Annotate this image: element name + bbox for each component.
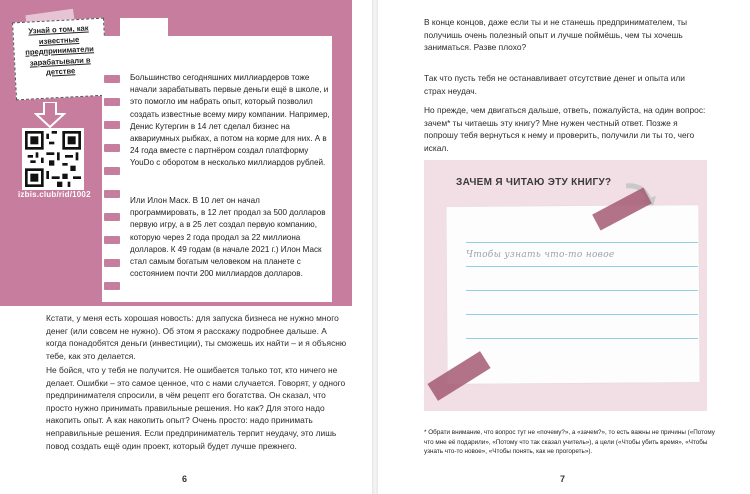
ruled-line [466, 266, 698, 267]
sticky-note-text: Узнай о том, как известные предприниматели зарабатывали в детстве [25, 23, 95, 77]
spiral-ring [104, 98, 120, 106]
spiral-ring [104, 75, 120, 83]
note-paragraph: Большинство сегодняшних миллиардеров тоже начали зарабатывать первые деньги ещё в школе, и это помогло им набрать опыт, который позволил создать известные всему миру компании. Например, Денис Кутергин в 14 лет сделал бизнес на аквариумных рыбках, а потом на корме для них. А в 24 года вместе с партнёром создал платформу YouDo с оборотом в несколько миллиардов рублей. [130, 73, 330, 168]
spiral-ring [104, 121, 120, 129]
body-paragraph: Так что пусть тебя не останавливает отсутствие денег и опыта или страх неудач. [424, 73, 685, 96]
spiral-ring [104, 144, 120, 152]
qr-link-text[interactable]: izbis.club/rid/1002 [18, 190, 91, 199]
spiral-ring [104, 190, 120, 198]
body-paragraph: Кстати, у меня есть хорошая новость: для запуска бизнеса не нужно много денег (или совсем не нужно). Об этом я расскажу подробнее дальше. А когда понадобятся деньги (инвестиции), ты сможешь их найти – и я объясню тебе, как это делается. [46, 313, 347, 361]
question-box-title: ЗАЧЕМ Я ЧИТАЮ ЭТУ КНИГУ? [456, 177, 612, 188]
body-paragraph: В конце концов, даже если ты и не станешь предпринимателем, ты получишь очень полезный опыт и лучше поймёшь, чем ты хочешь заниматься. Разве плохо? [424, 17, 687, 53]
spiral-ring [104, 282, 120, 290]
note-tab [120, 18, 168, 38]
body-paragraph: Не бойся, что у тебя не получится. Не ошибается только тот, кто ничего не делает. Ошибки – это самое ценное, что с нами случается. Говорят, у одного предпринимателя спросили, в чём рецепт его богатства. Он сказал, что просто нужно принимать правильные решения. Но как? Для этого надо накопить опыт. А как накопить опыт? Очень просто: надо принимать неправильные решения. Если предприниматель терпит неудачу, это лишь повод создать ещё один проект, который будет лучше прежнего. [46, 365, 346, 451]
qr-code-icon [25, 131, 81, 187]
body-paragraph: Но прежде, чем двигаться дальше, ответь, пожалуйста, на один вопрос: зачем* ты читаешь эту книгу? Мне нужен честный ответ. Позже я попрошу тебя вернуться к нему и проверить, получили ли ты то, чего искал. [424, 105, 706, 153]
page-number: 6 [182, 474, 188, 484]
spiral-ring [104, 259, 120, 267]
qr-code[interactable] [22, 128, 84, 190]
ruled-line [466, 338, 698, 339]
spiral-ring [104, 167, 120, 175]
arrow-down-icon [34, 102, 66, 128]
spiral-ring [104, 236, 120, 244]
answer-card [446, 205, 699, 384]
sticky-note [12, 18, 108, 101]
ruled-line [466, 314, 698, 315]
ruled-line [466, 242, 698, 243]
page-number: 7 [560, 474, 566, 484]
handwritten-answer: Чтобы узнать что-то новое [466, 250, 615, 260]
note-paragraph: Или Илон Маск. В 10 лет он начал программировать, в 12 лет продал за 500 долларов первую игру, а в 25 лет создал первую компанию, которую через 2 года продал за 22 миллиона долларов. К 49 годам (в начале 2021 г.) Илон Маск стал самым богатым человеком на планете с состоянием почти 200 миллиардов долларов. [130, 196, 326, 279]
footnote: * Обрати внимание, что вопрос тут не «почему?», а «зачем?», то есть важны не причины («Потому что мне её подарили», «Потому что так сказал учитель»), а цели («Чтобы убить время», «Чтобы узнать что-то новое», «Чтобы понять, как не прогореть»). [424, 429, 715, 456]
spiral-ring [104, 213, 120, 221]
ruled-line [466, 290, 698, 291]
